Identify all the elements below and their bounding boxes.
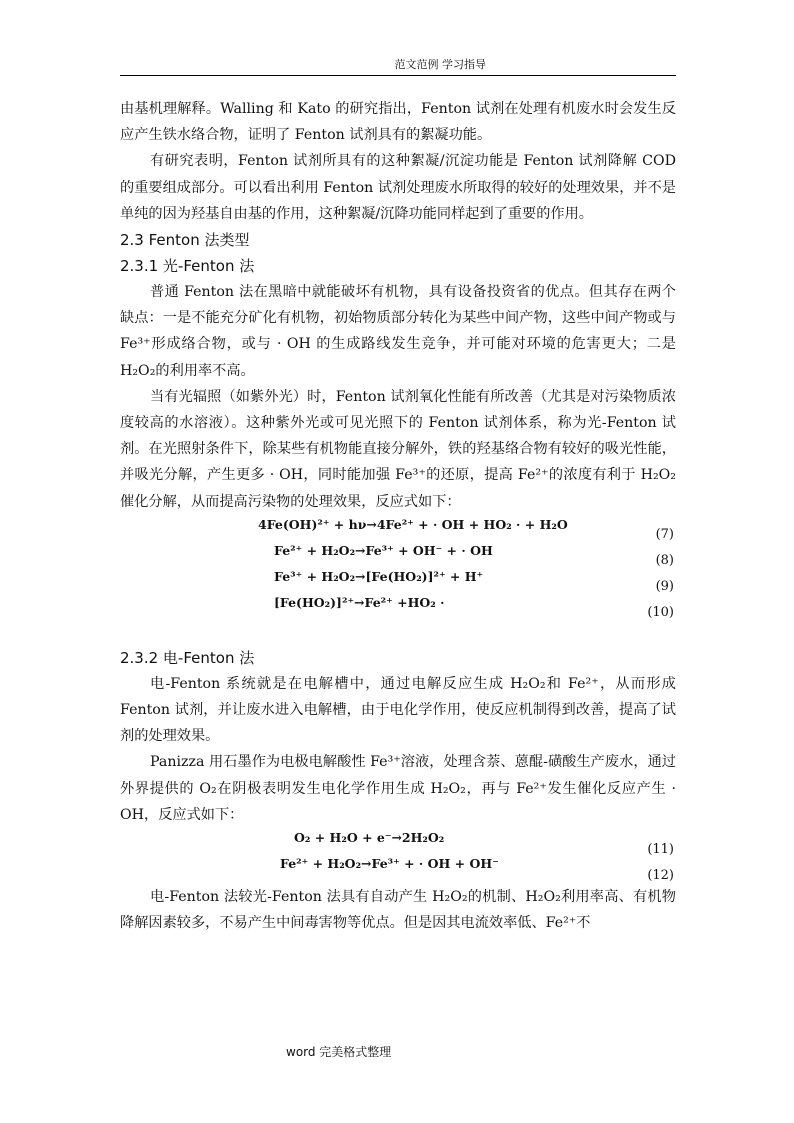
paragraph-7: 电-Fenton 法较光-Fenton 法具有自动产生 H₂O₂的机制、H₂O₂利用率高、有机物降解因素较多，不易产生中间毒害物等优点。但是因其电流效率低、Fe²⁺不 (120, 889, 676, 932)
equation-8: Fe²⁺ + H₂O₂→Fe³⁺ + OH⁻ + · OH (274, 542, 493, 558)
equation-12: Fe²⁺ + H₂O₂→Fe³⁺ + · OH + OH⁻ (280, 856, 499, 872)
page-footer: word 完美格式整理 (286, 1045, 392, 1059)
equation-number-9: (9) (655, 578, 674, 594)
heading-2-3-1: 2.3.1 光-Fenton 法 (120, 257, 255, 276)
page-header: 范文范例 学习指导 (120, 56, 676, 76)
paragraph-2: 有研究表明，Fenton 试剂所具有的这种絮凝/沉淀功能是 Fenton 试剂降解 COD 的重要组成部分。可以看出利用 Fenton 试剂处理废水所取得的较好的处理效果，并不是单纯的因为羟基自由基的作用，这种絮凝/沉降功能同样起到了重要的作用。 (120, 153, 676, 222)
heading-2-3: 2.3 Fenton 法类型 (120, 231, 250, 250)
paragraph-4: 当有光辐照（如紫外光）时，Fenton 试剂氧化性能有所改善（尤其是对污染物质浓度较高的水溶液）。这种紫外光或可见光照下的 Fenton 试剂体系，称为光-Fenton 试剂。在光照射条件下，除某些有机物能直接分解外，铁的羟基络合物有较好的吸光性能，并吸光分解，产生更多 · OH，同时能加强 Fe³⁺的还原，提高 Fe²⁺的浓度有利于 H₂O₂催化分解，从而提高污染物的处理效果，反应式如下： (120, 388, 676, 510)
equation-9: Fe³⁺ + H₂O₂→[Fe(HO₂)]²⁺ + H⁺ (274, 568, 484, 584)
equation-number-10: (10) (647, 604, 674, 620)
paragraph-6: Panizza 用石墨作为电极电解酸性 Fe³⁺溶液，处理含萘、蒽醌-磺酸生产废水，通过外界提供的 O₂在阴极表明发生电化学作用生成 H₂O₂，再与 Fe²⁺发生催化反应产生 · OH，反应式如下： (120, 754, 676, 823)
paragraph-5: 电-Fenton 系统就是在电解槽中，通过电解反应生成 H₂O₂和 Fe²⁺，从而形成 Fenton 试剂，并让废水进入电解槽，由于电化学作用，使反应机制得到改善，提高了试剂的处理效果。 (120, 675, 676, 745)
equation-number-7: (7) (655, 526, 674, 542)
paragraph-1: 由基机理解释。Walling 和 Kato 的研究指出，Fenton 试剂在处理有机废水时会发生反应产生铁水络合物，证明了 Fenton 试剂具有的絮凝功能。 (120, 101, 676, 144)
document-body (120, 96, 676, 936)
equation-number-12: (12) (647, 868, 674, 884)
equation-10: [Fe(HO₂)]²⁺→Fe²⁺ +HO₂ · (274, 594, 445, 610)
paragraph-3: 普通 Fenton 法在黑暗中就能破坏有机物，具有设备投资省的优点。但其存在两个缺点：一是不能充分矿化有机物，初始物质部分转化为某些中间产物，这些中间产物或与 Fe³⁺形成络合物，或与 · OH 的生成路线发生竞争，并可能对环境的危害更大；二是 H₂O₂的利用率不高。 (120, 284, 676, 379)
equation-number-11: (11) (647, 842, 674, 858)
equation-group-photo-fenton (120, 515, 676, 627)
equation-7: 4Fe(OH)²⁺ + hν→4Fe²⁺ + · OH + HO₂ · + H₂O (258, 516, 568, 532)
equation-group-electro-fenton (120, 828, 676, 884)
equation-number-8: (8) (655, 552, 674, 568)
equation-11: O₂ + H₂O + e⁻→2H₂O₂ (294, 830, 445, 846)
heading-2-3-2: 2.3.2 电-Fenton 法 (120, 648, 255, 667)
